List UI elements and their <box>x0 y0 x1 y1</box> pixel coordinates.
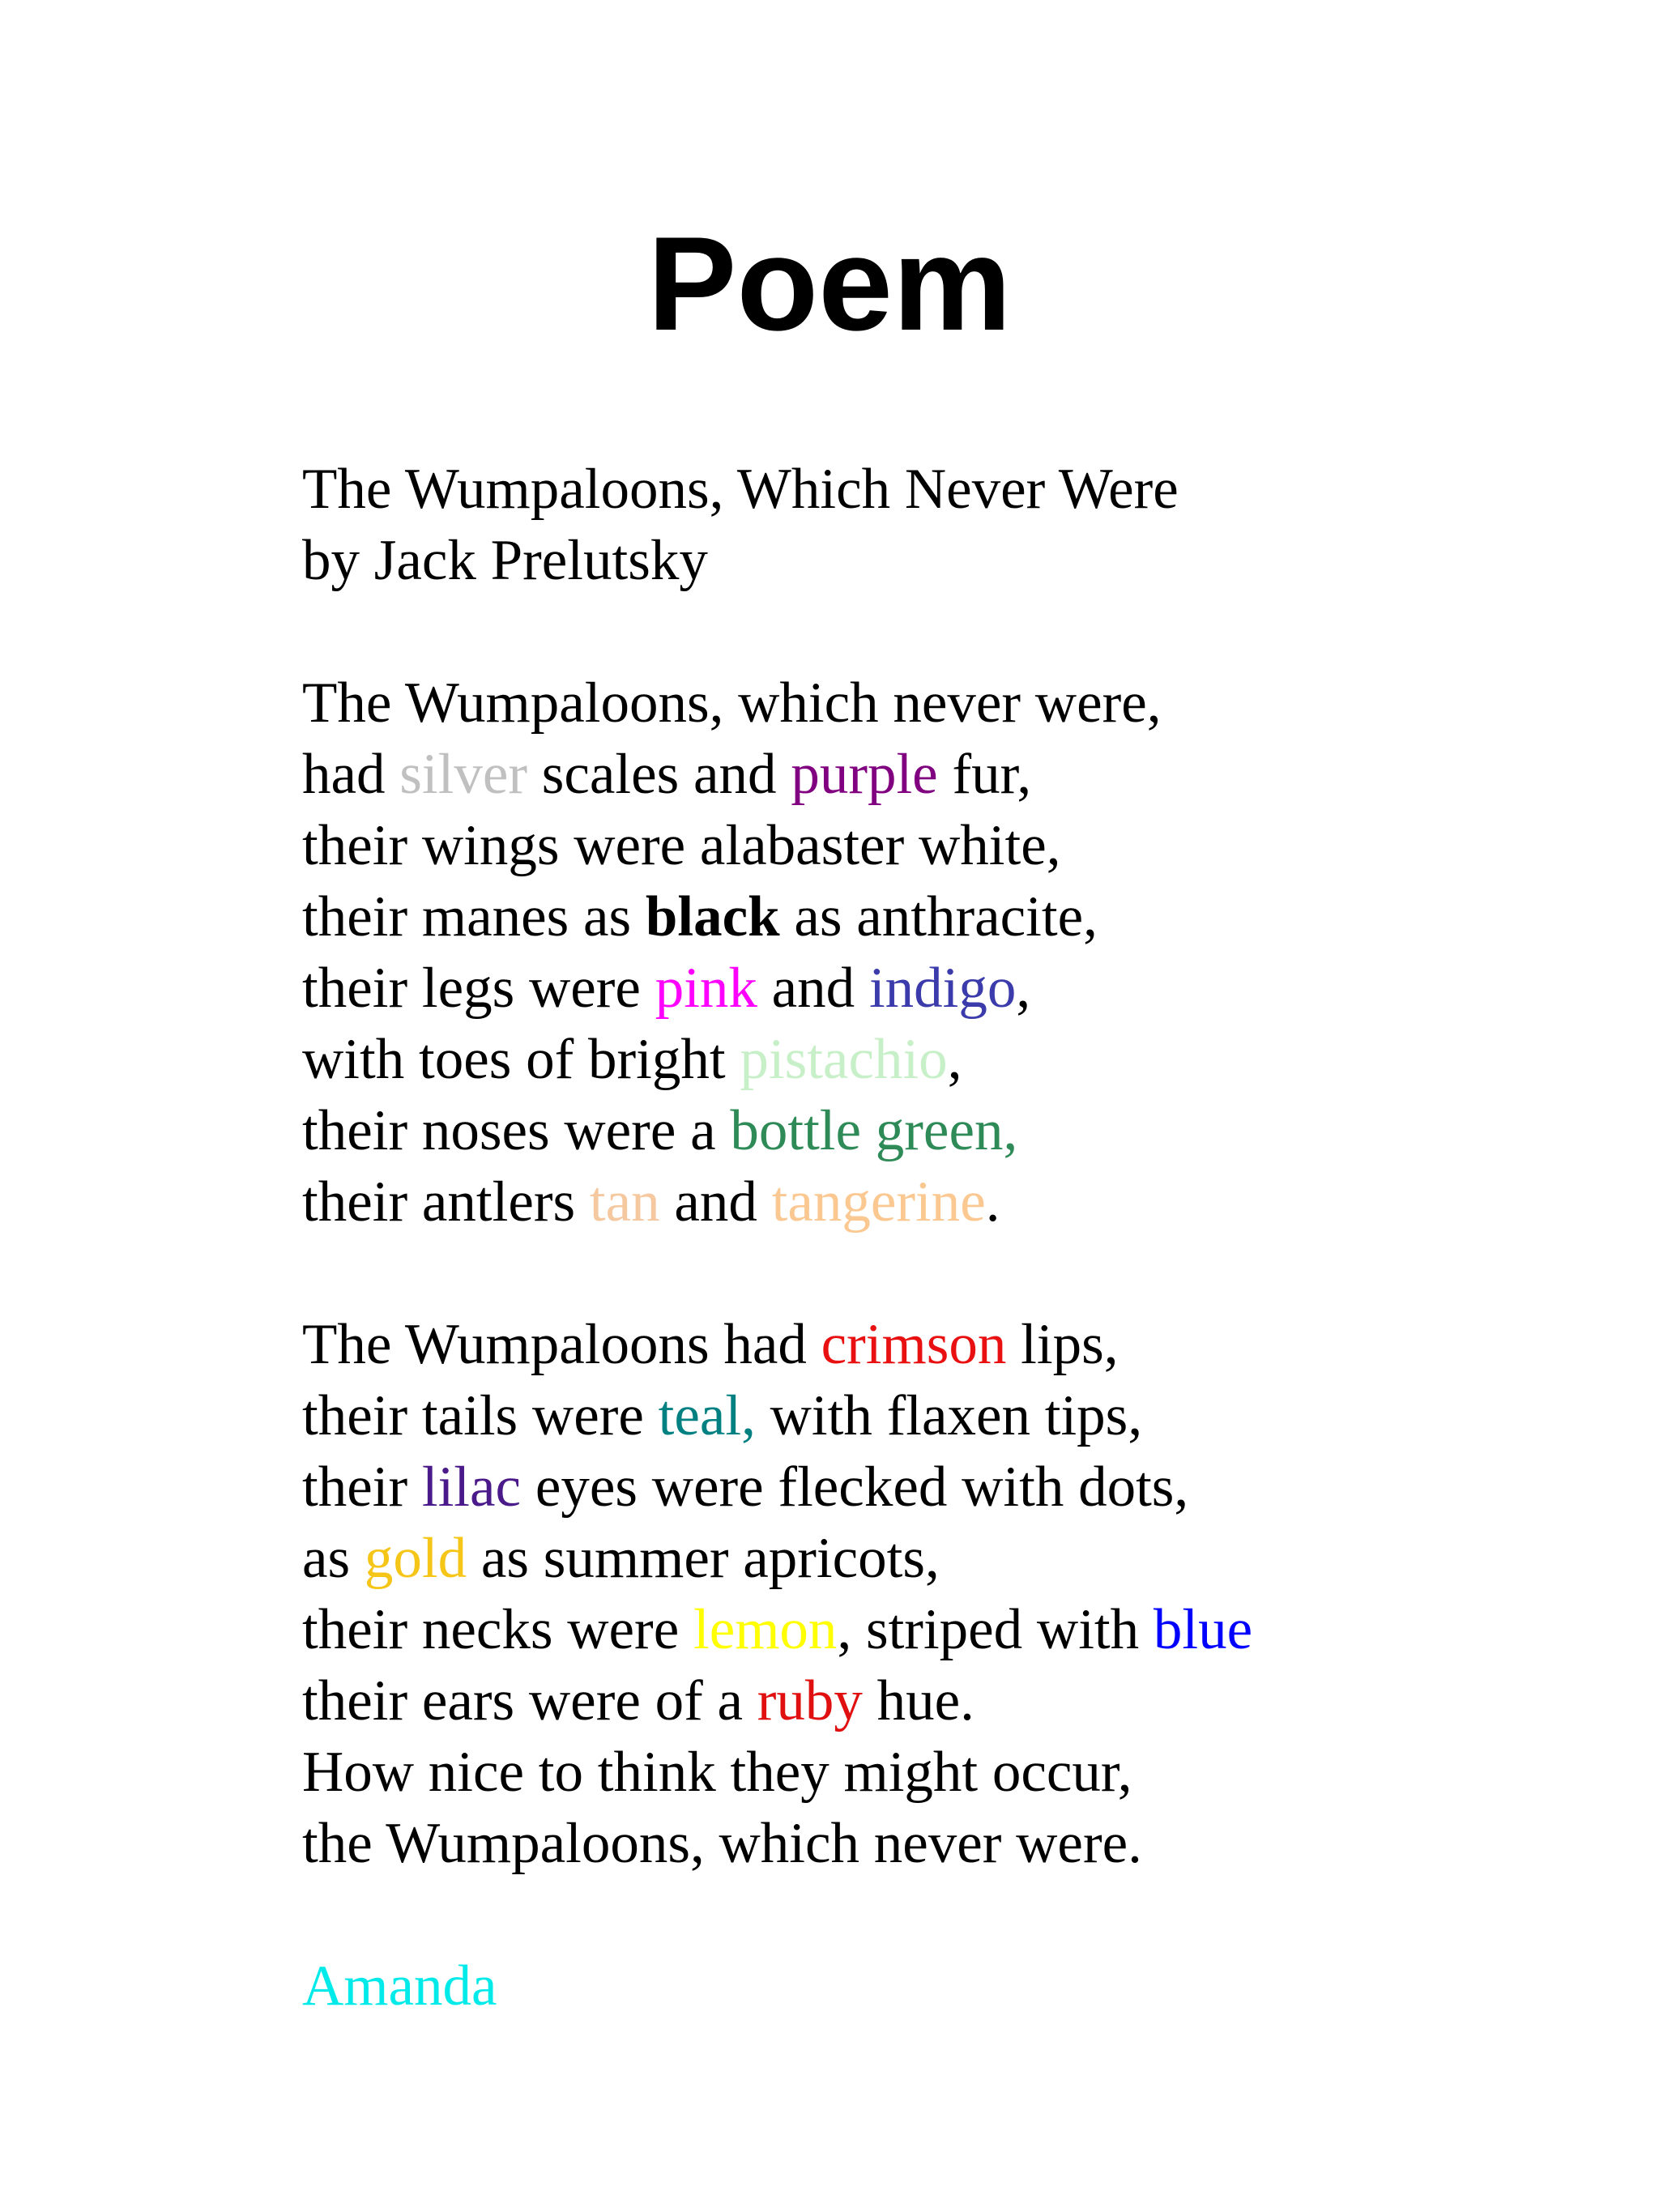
poem-block <box>302 454 1252 2022</box>
color-word-indigo: indigo <box>868 957 1017 1020</box>
color-word-silver: silver <box>399 743 528 806</box>
text-segment: , striped with <box>837 1598 1154 1661</box>
stanza1-line8 <box>302 1166 1252 1238</box>
color-word-gold: gold <box>364 1527 467 1590</box>
text-segment: , <box>1016 957 1031 1020</box>
color-word-pink: pink <box>655 957 757 1020</box>
text-segment: their <box>302 1455 422 1519</box>
text-segment: their ears were of a <box>302 1669 757 1733</box>
stanza1-line5 <box>302 953 1252 1024</box>
stanza1-line4 <box>302 881 1252 953</box>
text-segment: . <box>985 1170 1000 1234</box>
stanza1-line7 <box>302 1095 1252 1166</box>
stanza1-line3: their wings were alabaster white, <box>302 814 1061 877</box>
poem-byline: by Jack Prelutsky <box>302 529 708 592</box>
color-word-ruby: ruby <box>757 1669 863 1733</box>
text-segment: scales and <box>527 743 791 806</box>
text-segment: their necks were <box>302 1598 693 1661</box>
stanza2-line2 <box>302 1380 1252 1451</box>
color-word-tangerine: tangerine <box>771 1170 986 1234</box>
text-segment: with toes of bright <box>302 1028 740 1091</box>
text-segment: , <box>947 1028 962 1091</box>
color-word-crimson: crimson <box>821 1313 1007 1376</box>
text-segment: as summer apricots, <box>467 1527 940 1590</box>
author-signature: Amanda <box>302 1954 497 2018</box>
signature-gap <box>302 1879 1252 1950</box>
color-word-lilac: lilac <box>421 1455 522 1519</box>
text-segment: as anthracite, <box>779 885 1098 948</box>
text-segment: their manes as <box>302 885 646 948</box>
stanza-gap <box>302 1238 1252 1309</box>
color-word-teal: teal, <box>658 1384 756 1447</box>
text-segment: had <box>302 743 400 806</box>
stanza1-line2 <box>302 739 1252 810</box>
text-segment: their antlers <box>302 1170 590 1234</box>
text-segment: with flaxen tips, <box>755 1384 1143 1447</box>
color-word-black: black <box>645 885 780 948</box>
stanza1-line6 <box>302 1024 1252 1095</box>
color-word-purple: purple <box>791 743 938 806</box>
stanza2-line3 <box>302 1451 1252 1523</box>
color-word-lemon: lemon <box>693 1598 838 1661</box>
text-segment: their tails were <box>302 1384 659 1447</box>
poem-title: The Wumpaloons, Which Never Were <box>302 458 1179 521</box>
color-word-blue: blue <box>1153 1598 1253 1661</box>
stanza2-line6 <box>302 1665 1252 1737</box>
text-segment: hue. <box>862 1669 975 1733</box>
stanza2-line4 <box>302 1523 1252 1594</box>
stanza2-line1 <box>302 1309 1252 1380</box>
text-segment: their noses were a <box>302 1099 731 1162</box>
stanza2-line8: the Wumpaloons, which never were. <box>302 1812 1142 1875</box>
text-segment: their legs were <box>302 957 655 1020</box>
color-word-pistachio: pistachio <box>740 1028 948 1091</box>
text-segment: The Wumpaloons had <box>302 1313 821 1376</box>
text-segment: eyes were flecked with dots, <box>521 1455 1189 1519</box>
page-title: Poem <box>647 209 1012 358</box>
stanza2-line7: How nice to think they might occur, <box>302 1741 1132 1804</box>
color-word-bottle-green: bottle green, <box>730 1099 1018 1162</box>
text-segment: and <box>757 957 869 1020</box>
text-segment: lips, <box>1006 1313 1119 1376</box>
text-segment: as <box>302 1527 365 1590</box>
text-segment: fur, <box>937 743 1032 806</box>
stanza1-line1: The Wumpaloons, which never were, <box>302 671 1162 735</box>
text-segment: and <box>659 1170 772 1234</box>
color-word-tan: tan <box>589 1170 660 1234</box>
stanza-gap <box>302 596 1252 667</box>
stanza2-line5 <box>302 1594 1252 1665</box>
